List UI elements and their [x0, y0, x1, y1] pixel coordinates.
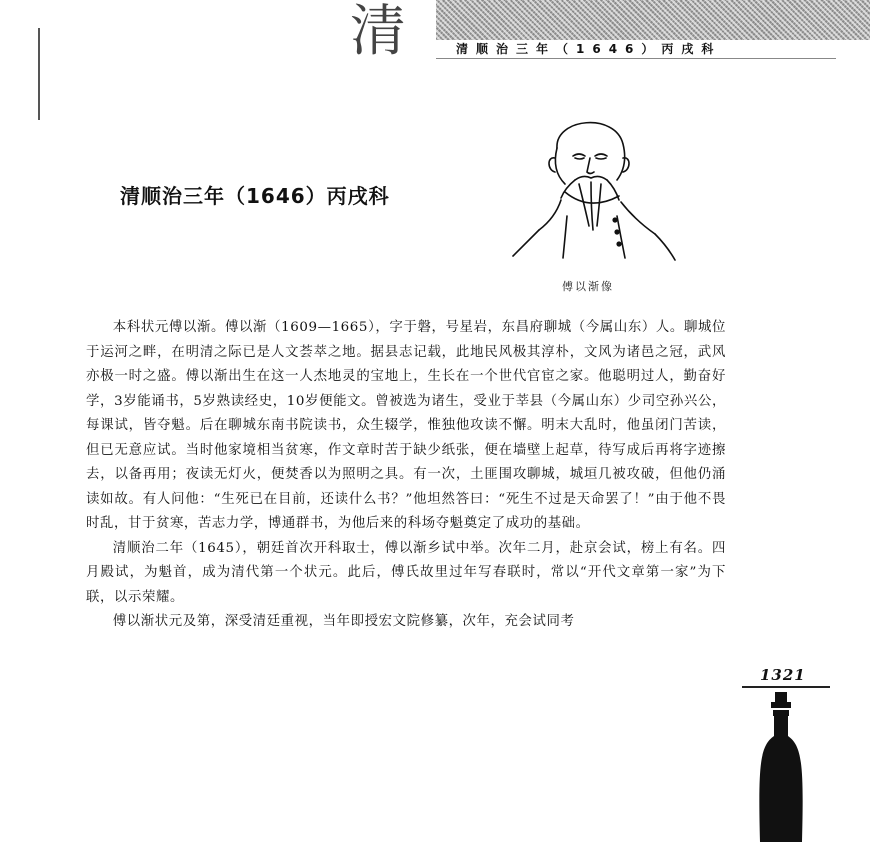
paragraph: 傅以渐状元及第，深受清廷重视，当年即授宏文院修纂，次年，充会试同考 — [112, 614, 575, 629]
section-title: 清顺治三年（1646）丙戌科 — [120, 184, 390, 208]
portrait-caption: 傅以渐像 — [562, 280, 614, 293]
left-margin-rule — [38, 28, 40, 120]
bottle-ornament-icon — [756, 692, 806, 842]
paragraph: 本科状元傅以渐。傅以渐（1609—1665），字于磐，号星岩，东昌府聊城（今属山东）人。聊城位于运河之畔，在明清之际已是人文荟萃之地。据县志记载，此地民风极其淳朴，文风为诸邑之冠，武风亦极一时之盛。傅以渐出生在这一人杰地灵的宝地上，生长在一个世代官宦之家。他聪明过人，勤奋好学，3岁能诵书，5岁熟读经史，10岁便能文。曾被选为诸生，受业于莘县（今属山东）少司空孙兴公，每课试，皆夺魁。后在聊城东南书院读书，众生辍学，惟独他攻读不懈。明末大乱时，他虽闭门苦读，但已无意应试。当时他家境相当贫寒，作文章时苦于缺少纸张，便在墙壁上起草，待写成后再将字迹擦去，以备再用；夜读无灯火，便焚香以为照明之具。有一次，土匪围攻聊城，城垣几被攻破，但他仍涌读如故。有人问他：“生死已在目前，还读什么书？”他坦然答曰：“死生不过是天命罢了！”由于他不畏时乱，甘于贫寒，苦志力学，博通群书，为他后来的科场夺魁奠定了成功的基础。 — [86, 320, 726, 531]
portrait-illustration — [495, 108, 685, 268]
header-rule — [436, 58, 836, 59]
running-header-title: 清顺治三年（1646）丙戌科 — [456, 42, 722, 56]
paragraph: 清顺治二年（1645），朝廷首次开科取士，傅以渐乡试中举。次年二月，赴京会试，榜上有名。四月殿试，为魁首，成为清代第一个状元。此后，傅氏故里过年写春联时，常以“开代文章第一家”为下联，以示荣耀。 — [86, 540, 726, 605]
header-texture-band — [436, 0, 870, 40]
page-number-rule — [742, 686, 830, 688]
header-big-character: 清 — [350, 0, 406, 64]
page-number: 1321 — [760, 666, 806, 684]
body-text — [86, 316, 726, 635]
